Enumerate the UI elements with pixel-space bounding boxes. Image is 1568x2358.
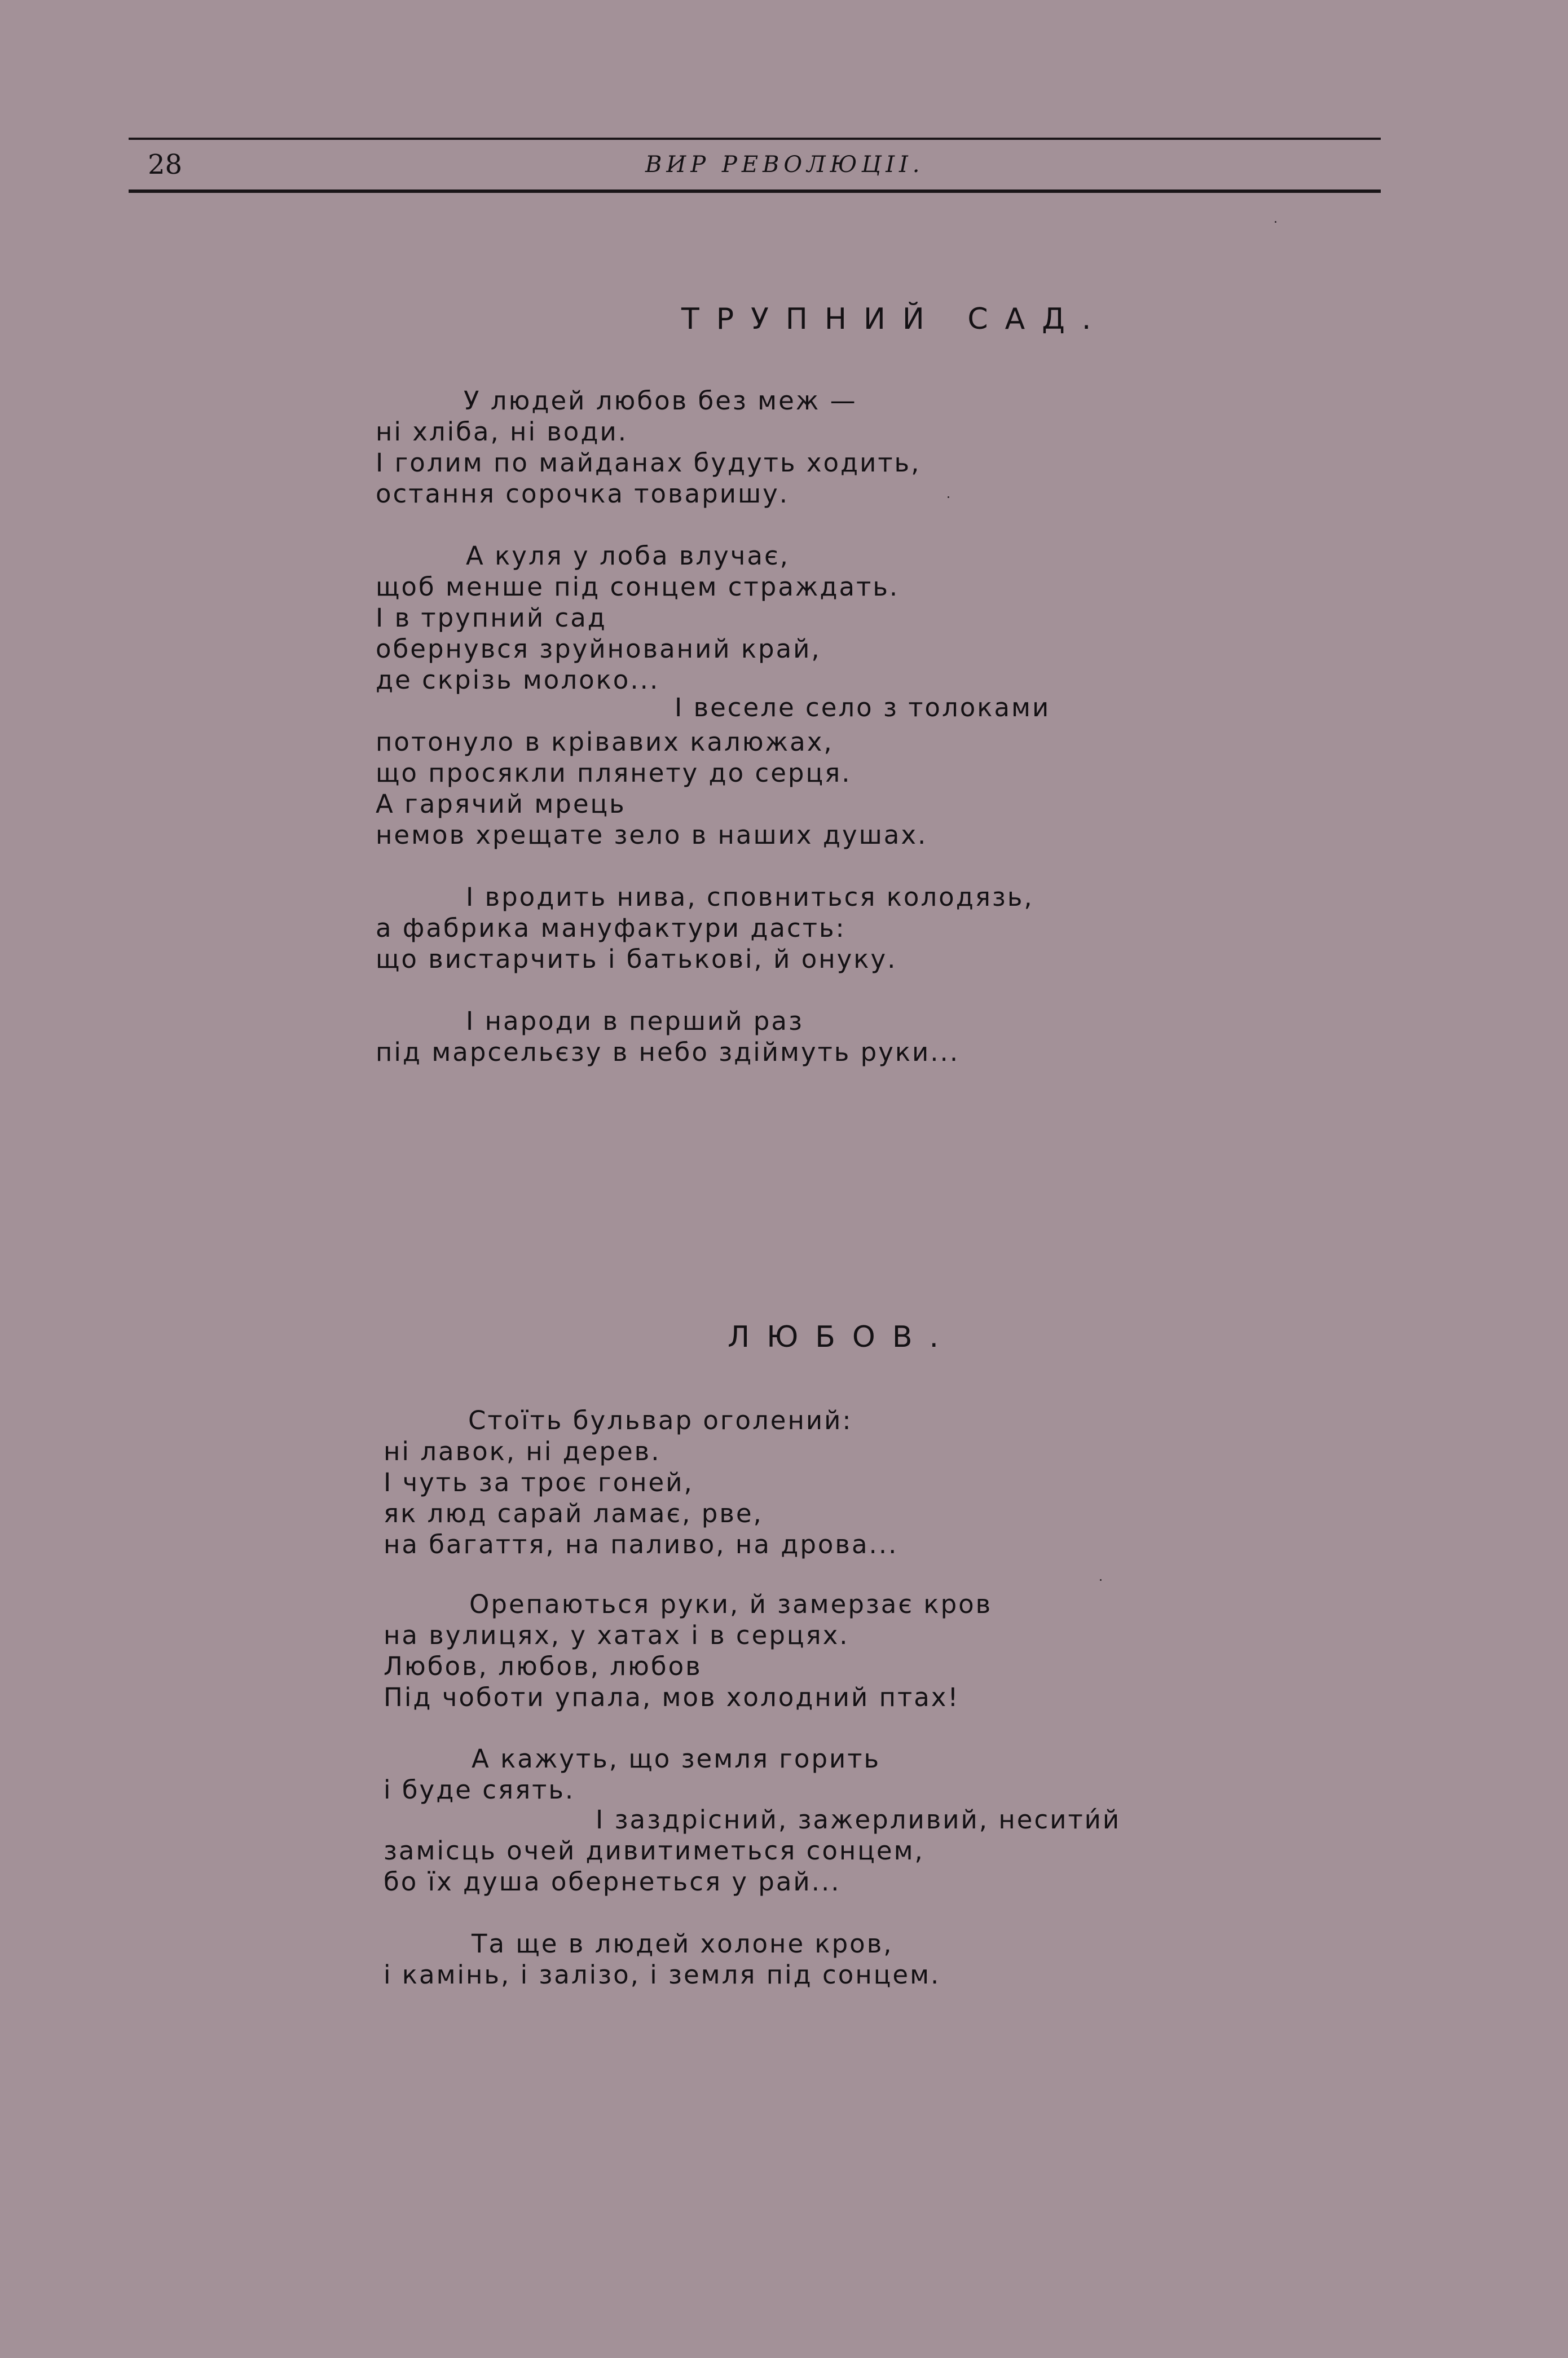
poem-line: бо їх душа обернеться у рай...	[384, 1867, 841, 1897]
poem-line: на багаття, на паливо, на дрова...	[384, 1530, 898, 1559]
poem-line: Любов, любов, любов	[384, 1651, 702, 1681]
scan-speck	[1100, 1579, 1102, 1581]
poem-line: під марсельєзу в небо здіймуть руки...	[376, 1037, 960, 1067]
poem-line: і буде сяять.	[384, 1775, 575, 1805]
poem-line: І чуть за троє гоней,	[384, 1467, 694, 1497]
poem-line: У людей любов без меж —	[464, 386, 857, 416]
poem-line: Під чоботи упала, мов холодний птах!	[384, 1682, 960, 1712]
poem-line: І народи в перший раз	[466, 1006, 804, 1036]
poem-line: ні хліба, ні води.	[376, 417, 628, 447]
poem-title-lyubov: ЛЮБОВ.	[728, 1320, 956, 1354]
page-number: 28	[148, 149, 183, 180]
poem-line: що вистарчить і батькові, й онуку.	[376, 944, 897, 974]
poem-line: А кажуть, що земля горить	[472, 1744, 880, 1774]
poem-line: І голим по майданах будуть ходить,	[376, 448, 921, 478]
poem-line: потонуло в крівавих калюжах,	[376, 727, 834, 757]
poem-line: Та ще в людей холоне кров,	[472, 1929, 893, 1959]
header-rule-top	[129, 138, 1381, 140]
poem-title-trupnyi-sad: ТРУПНИЙ САД.	[681, 302, 1108, 336]
poem-line: І веселе село з толоками	[675, 693, 1051, 722]
poem-line: Стоїть бульвар оголений:	[468, 1405, 853, 1435]
poem-line: де скрізь молоко...	[376, 665, 660, 695]
poem-line: немов хрещате зело в наших душах.	[376, 820, 928, 850]
poem-line: І вродить нива, сповниться колодязь,	[466, 882, 1034, 912]
scan-speck	[1275, 221, 1276, 223]
poem-line: і камінь, і залізо, і земля під сонцем.	[384, 1960, 941, 1990]
running-title: ВИР РЕВОЛЮЦІІ.	[645, 152, 924, 178]
poem-line: остання сорочка товаришу.	[376, 479, 790, 509]
header-rule-bottom	[129, 189, 1381, 193]
poem-line: А гарячий мрець	[376, 789, 626, 819]
poem-line: що просякли плянету до серця.	[376, 758, 852, 788]
poem-line: ні лавок, ні дерев.	[384, 1436, 661, 1466]
poem-line: обернувся зруйнований край,	[376, 634, 821, 664]
poem-line: на вулицях, у хатах і в серцях.	[384, 1620, 849, 1650]
poem-line: А куля у лоба влучає,	[466, 541, 790, 571]
scan-speck	[948, 496, 949, 498]
poem-line: І в трупний сад	[376, 603, 607, 633]
poem-line: І заздрісний, зажерливий, несити́й	[596, 1805, 1121, 1835]
poem-line: а фабрика мануфактури дасть:	[376, 913, 846, 943]
poem-line: як люд сарай ламає, рве,	[384, 1498, 763, 1528]
poem-line: замісць очей дивитиметься сонцем,	[384, 1836, 924, 1866]
poem-line: щоб менше під сонцем страждать.	[376, 572, 900, 602]
poem-line: Орепаються руки, й замерзає кров	[469, 1589, 993, 1619]
